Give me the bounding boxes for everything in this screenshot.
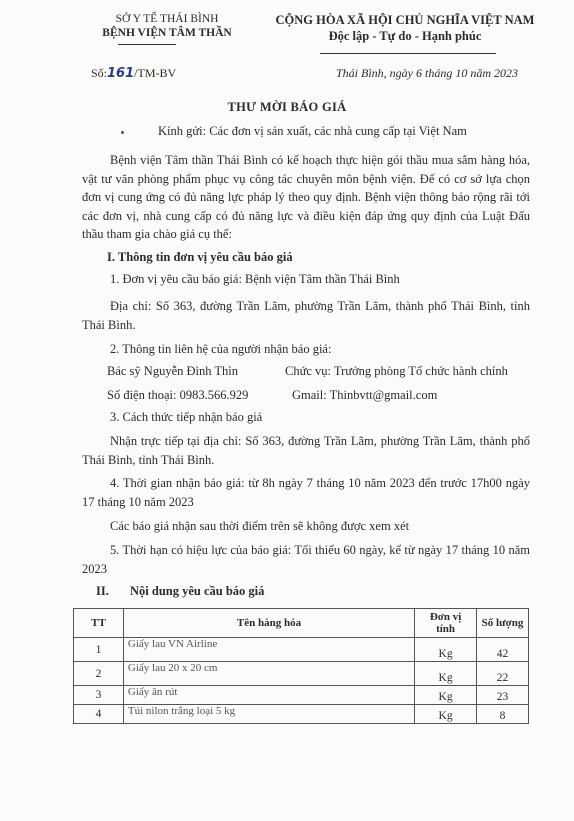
table-row [74, 705, 529, 724]
row-item-name: Túi nilon trắng loại 5 kg [123, 705, 414, 724]
bullet-mark [121, 131, 124, 134]
motto-underline [320, 53, 496, 54]
section1-receive: Nhận trực tiếp tại địa chỉ: Số 363, đường Trần Lãm, phường Trần Lãm, thành phố Thái Bình, tỉnh Thái Bình. [82, 434, 530, 467]
row-unit: Kg [415, 638, 477, 662]
contact-name: Bác sỹ Nguyễn Đình Thìn [107, 364, 239, 378]
issuer-hospital: BỆNH VIỆN TÂM THẦN [102, 27, 232, 39]
contact-email: Gmail: Thinbvtt@gmail.com [292, 388, 438, 402]
row-item-name: Giấy lau VN Airline [123, 638, 414, 662]
row-unit: Kg [415, 686, 477, 705]
intro-paragraph: Bệnh viện Tâm thần Thái Bình có kế hoạch thực hiện gói thầu mua sắm hàng hóa, vật tư văn phòng phẩm phục vụ công tác chuyên môn bệnh viện. Để có cơ sở lựa chọn đơn vị cung ứng có đủ năng lực pháp lý theo quy định. Bệnh viện thông báo rộng rãi tới các đơn vị, nhà cung cấp có đủ năng lực và điều kiện đáp ứng quy định của Luật Đấu thầu tham gia chào giá cụ thể: [82, 153, 530, 241]
table-row [74, 638, 529, 662]
row-item-name: Giấy ăn rút [123, 686, 414, 705]
section1-item5: 5. Thời hạn có hiệu lực của báo giá: Tối thiểu 60 ngày, kể từ ngày 17 tháng 10 năm 2023 [82, 543, 530, 576]
row-index: 2 [74, 662, 124, 686]
document-date: Thái Bình, ngày 6 tháng 10 năm 2023 [336, 66, 518, 80]
issuer-underline [118, 44, 176, 45]
header-index: TT [74, 609, 124, 638]
row-index: 4 [74, 705, 124, 724]
table-row [74, 686, 529, 705]
section1-item3: 3. Cách thức tiếp nhận báo giá [110, 410, 263, 424]
section1-item4: 4. Thời gian nhận báo giá: từ 8h ngày 7 tháng 10 năm 2023 đến trước 17h00 ngày 17 tháng 10 năm 2023 [82, 476, 530, 509]
document-number [91, 66, 176, 81]
row-quantity: 23 [477, 686, 529, 705]
row-index: 3 [74, 686, 124, 705]
section2-number: II. [96, 584, 109, 598]
row-unit: Kg [415, 705, 477, 724]
section1-heading: I. Thông tin đơn vị yêu cầu báo giá [107, 250, 293, 264]
row-quantity: 22 [477, 662, 529, 686]
header-item-name: Tên hàng hóa [123, 609, 414, 638]
section1-item2: 2. Thông tin liên hệ của người nhận báo giá: [110, 342, 332, 356]
greeting: Kính gửi: Các đơn vị sản xuất, các nhà cung cấp tại Việt Nam [158, 124, 467, 138]
document-number-suffix: /TM-BV [134, 66, 177, 80]
document-title: THƯ MỜI BÁO GIÁ [227, 100, 347, 114]
national-header [250, 12, 560, 44]
table-row [74, 662, 529, 686]
row-quantity: 8 [477, 705, 529, 724]
goods-table [73, 608, 529, 724]
row-item-name: Giấy lau 20 x 20 cm [123, 662, 414, 686]
header-unit: Đơn vị tính [415, 609, 477, 638]
section2-heading: Nội dung yêu cầu báo giá [130, 584, 265, 598]
section1-note: Các báo giá nhận sau thời điểm trên sẽ không được xem xét [110, 519, 410, 533]
document-number-prefix: Số: [91, 66, 108, 80]
issuer-block [72, 12, 262, 40]
section1-address: Địa chỉ: Số 363, đường Trần Lãm, phường Trần Lãm, thành phố Thái Bình, tỉnh Thái Bình. [82, 299, 530, 332]
header-quantity: Số lượng [477, 609, 529, 638]
section1-item1: 1. Đơn vị yêu cầu báo giá: Bệnh viện Tâm thần Thái Bình [110, 272, 400, 286]
row-index: 1 [74, 638, 124, 662]
contact-role: Chức vụ: Trưởng phòng Tổ chức hành chính [285, 364, 508, 378]
contact-phone: Số điện thoại: 0983.566.929 [107, 388, 249, 402]
national-title: CỘNG HÒA XÃ HỘI CHỦ NGHĨA VIỆT NAM [275, 13, 535, 27]
document-number-handwritten: 161 [107, 66, 135, 81]
national-motto: Độc lập - Tự do - Hạnh phúc [328, 29, 482, 43]
row-quantity: 42 [477, 638, 529, 662]
issuer-department: SỞ Y TẾ THÁI BÌNH [115, 13, 219, 25]
table-header-row [74, 609, 529, 638]
row-unit: Kg [415, 662, 477, 686]
